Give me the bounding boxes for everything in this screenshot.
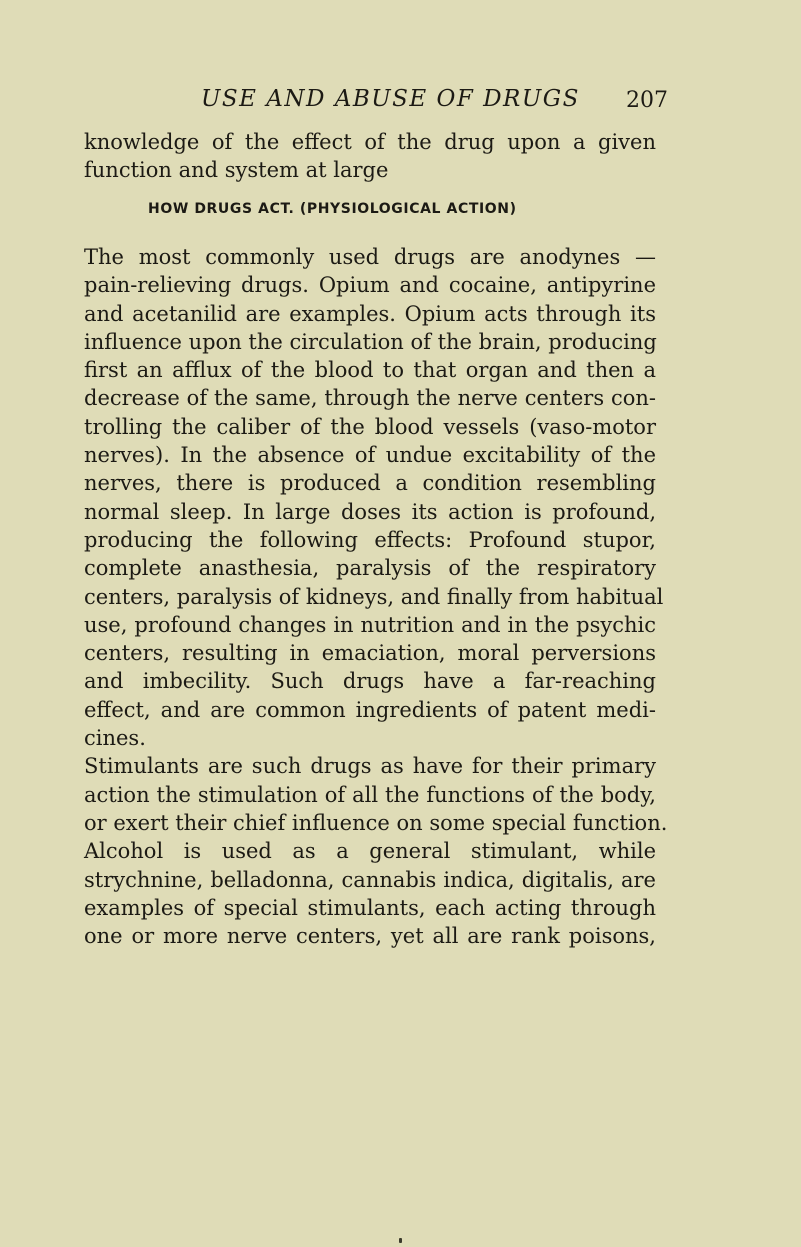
page-number: 207	[626, 88, 668, 113]
text-line: centers, resulting in emaciation, moral perversions	[84, 641, 656, 666]
text-line: cines.	[84, 726, 146, 751]
text-line: nerves, there is produced a condition resembling	[84, 471, 656, 496]
text-line: effect, and are common ingredients of patent medi-	[84, 697, 656, 722]
section-heading: HOW DRUGS ACT. (PHYSIOLOGICAL ACTION)	[148, 201, 517, 217]
text-line: and imbecility. Such drugs have a far-reaching	[84, 669, 656, 694]
paragraph-alcohol	[84, 837, 656, 950]
text-line: action the stimulation of all the functions of the body,	[84, 782, 656, 807]
paragraph-anodynes	[84, 243, 664, 752]
text-line: complete anasthesia, paralysis of the respiratory	[84, 556, 656, 581]
text-line: use, profound changes in nutrition and in the psychic	[84, 612, 656, 637]
text-line: Alcohol is used as a general stimulant, while	[84, 839, 656, 864]
text-line: Stimulants are such drugs as have for their primary	[84, 754, 656, 779]
body-text	[84, 243, 668, 950]
text-line: pain-relieving drugs. Opium and cocaine, antipyrine	[84, 273, 656, 298]
text-line: trolling the caliber of the blood vessels (vaso-motor	[84, 414, 656, 439]
running-title: USE AND ABUSE OF DRUGS	[201, 86, 580, 112]
text-line: decrease of the same, through the nerve centers con-	[84, 386, 656, 411]
text-line: producing the following effects: Profound stupor,	[84, 527, 656, 552]
text-line: knowledge of the effect of the drug upon a given	[84, 130, 656, 154]
text-line: influence upon the circulation of the brain, producing	[84, 329, 657, 354]
text-line: function and system at large	[84, 158, 389, 183]
text-line: examples of special stimulants, each acting through	[84, 895, 656, 920]
text-line: centers, paralysis of kidneys, and finally from habitual	[84, 584, 664, 609]
text-line: strychnine, belladonna, cannabis indica, digitalis, are	[84, 867, 656, 892]
text-line: The most commonly used drugs are anodynes —	[84, 245, 656, 269]
paper-speck	[399, 1238, 402, 1243]
text-line: normal sleep. In large doses its action is profound,	[84, 499, 656, 524]
text-line: nerves). In the absence of undue excitability of the	[84, 443, 656, 468]
intro-text	[84, 128, 656, 185]
text-line: or exert their chief influence on some special function.	[84, 810, 668, 835]
paragraph-stimulants	[84, 752, 668, 837]
text-line: first an afflux of the blood to that organ and then a	[84, 358, 656, 383]
page-header	[0, 86, 801, 120]
text-line: one or more nerve centers, yet all are rank poisons,	[84, 924, 656, 949]
text-line: and acetanilid are examples. Opium acts through its	[84, 301, 656, 326]
